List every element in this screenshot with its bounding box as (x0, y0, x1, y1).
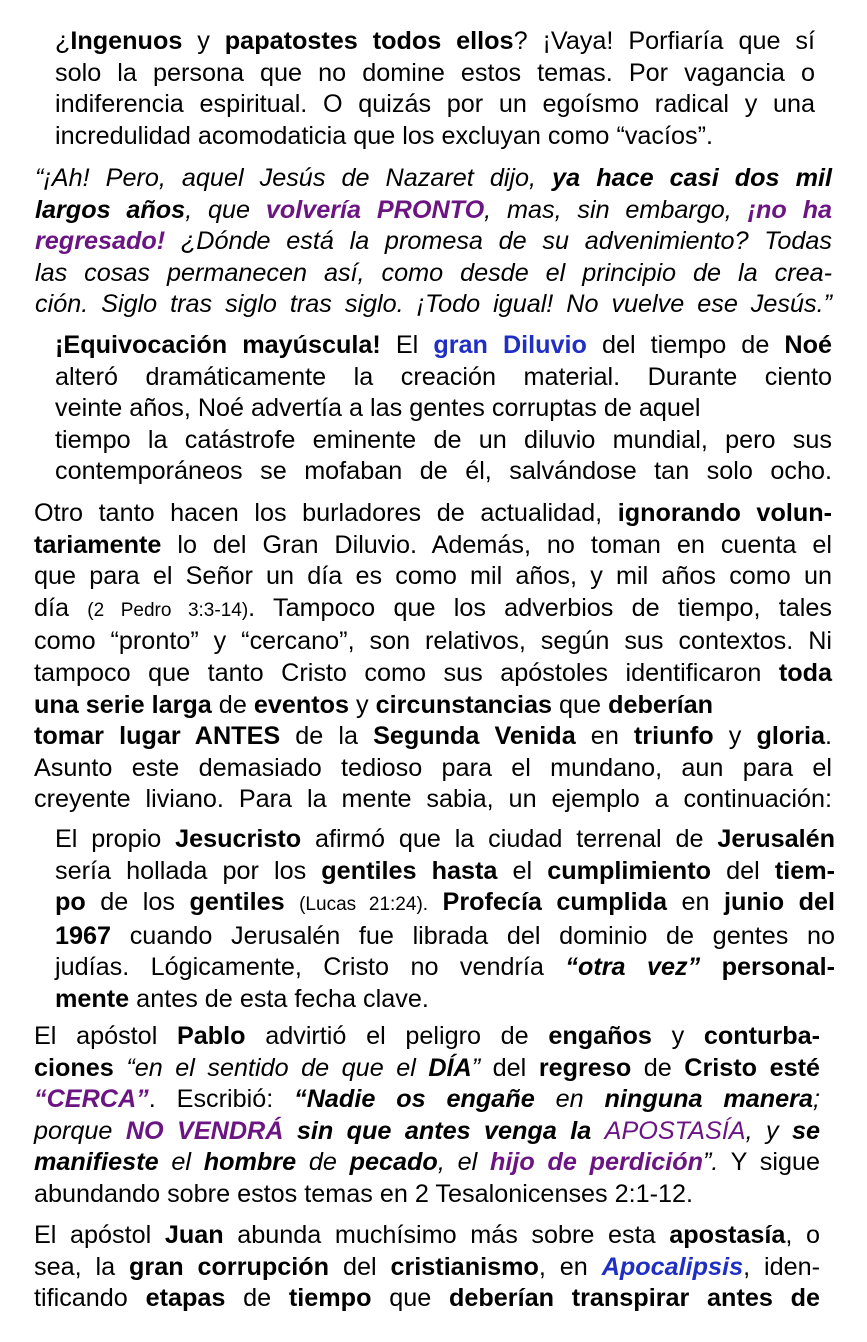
text-run: conturba- (703, 1022, 820, 1050)
text-run: de (631, 1053, 685, 1082)
text-run: etapas (145, 1284, 226, 1313)
text-run: El propio (55, 825, 176, 853)
text-run: Apocalipsis (601, 1252, 744, 1281)
text-line (55, 856, 835, 888)
text-run (114, 1054, 127, 1082)
text-run: incredulidad acomodaticia que los excluyan como “vacíos”. (55, 121, 714, 150)
text-run: ¿ (55, 27, 71, 55)
text-run: ción. Siglo tras siglo tras siglo. ¡Todo igual! No vuelve ese Jesús.” (35, 290, 832, 319)
text-run: porque (34, 1116, 126, 1145)
text-line (55, 121, 815, 153)
text-run: tiempo la catástrofe eminente de un diluvio mundial, pero sus (55, 425, 832, 454)
text-line (34, 1053, 820, 1085)
text-run: Noé (784, 331, 832, 359)
text-line (34, 1283, 820, 1315)
text-run: , mas, sin embargo, (484, 195, 748, 224)
text-line (35, 195, 832, 227)
text-run: mente (55, 984, 130, 1013)
text-run: ninguna manera (604, 1085, 813, 1114)
text-run: alteró dramáticamente la creación material. Durante ciento (55, 362, 832, 391)
text-run: que (552, 690, 609, 719)
text-run: . Escribió: (148, 1085, 295, 1114)
text-line (34, 498, 832, 530)
text-line (34, 753, 832, 785)
text-run: El apóstol (34, 1221, 165, 1249)
text-run: una serie larga (34, 690, 212, 719)
text-run: El (380, 331, 434, 359)
text-run (700, 953, 721, 981)
text-line (55, 58, 815, 90)
text-run: DÍA (428, 1053, 472, 1082)
text-run: abundando sobre estos temas en 2 Tesalonicenses 2:1-12. (34, 1179, 694, 1208)
text-line (55, 984, 835, 1016)
text-line (34, 1116, 820, 1148)
text-run: toda (778, 658, 832, 687)
text-run: ” (471, 1053, 481, 1082)
text-run: (Lucas 21:24). (299, 894, 429, 916)
text-run: gran corrupción (129, 1252, 330, 1281)
text-run: regresado! (35, 227, 166, 256)
text-run: largos años (35, 195, 186, 224)
text-run: Juan (164, 1221, 224, 1249)
text-run: tomar lugar ANTES (34, 722, 281, 751)
text-line (34, 561, 832, 593)
text-run: . (825, 722, 833, 751)
text-line (34, 626, 832, 658)
text-line (34, 1021, 820, 1053)
paragraph-pablo (34, 1021, 820, 1211)
text-run: ; (813, 1085, 820, 1114)
text-run: Pablo (176, 1022, 246, 1050)
text-run: Profecía cumplida (442, 888, 667, 917)
text-run: manifieste (34, 1148, 159, 1177)
text-run: volvería PRONTO (265, 195, 485, 224)
text-line (55, 89, 815, 121)
text-run: Cristo esté (684, 1053, 821, 1082)
text-run: cumplimiento (547, 856, 711, 885)
text-run: El apóstol (34, 1022, 177, 1050)
text-run: triunfo (633, 722, 714, 751)
text-line (35, 258, 832, 290)
text-run: veinte años, Noé advertía a las gentes corruptas de aquel (55, 394, 701, 423)
text-run: ¿Dónde está la promesa de su advenimiento? Todas (165, 227, 832, 256)
text-run: día (34, 593, 88, 622)
text-run: deberían transpirar antes de (448, 1284, 820, 1313)
text-run: , el (437, 1148, 490, 1177)
text-run: circunstancias (375, 690, 553, 719)
text-run: de (225, 1284, 289, 1313)
text-run: que (371, 1284, 449, 1313)
text-run: ya hace casi dos mil (552, 164, 832, 192)
text-run: cristianismo (390, 1252, 539, 1281)
text-run (428, 888, 442, 916)
text-run: tariamente (34, 530, 162, 559)
text-run: hombre (203, 1148, 297, 1177)
text-run: “otra vez” (565, 953, 701, 982)
text-run: 1967 (55, 921, 112, 950)
text-run: ? ¡Vaya! Porfiaría que sí (513, 27, 816, 55)
text-run: del (329, 1252, 391, 1281)
text-run: advirtió el peligro de (245, 1022, 549, 1050)
text-run: lo del Gran Diluvio. Además, no toman en cuenta el (161, 530, 832, 559)
text-line (35, 226, 832, 258)
text-run: . Tampoco que los adverbios de tiempo, tales (248, 593, 832, 622)
text-run: papatostes todos ellos (224, 27, 514, 55)
text-run: tiem- (774, 856, 835, 885)
text-line (34, 721, 832, 753)
text-line (34, 784, 832, 816)
text-run: de (211, 690, 254, 719)
text-run: contemporáneos se mofaban de él, salvándose tan solo ocho. (55, 457, 832, 486)
text-line (34, 690, 832, 722)
text-run: y (713, 722, 757, 751)
text-run: sería hollada por los (55, 856, 322, 885)
text-run: ¡Equivocación mayúscula! (55, 331, 381, 359)
text-run: del (480, 1053, 539, 1082)
text-line (55, 824, 835, 856)
text-run: ignorando volun- (617, 499, 832, 527)
text-line (34, 1220, 820, 1252)
text-line (55, 952, 835, 984)
paragraph-diluvio (55, 330, 832, 488)
text-run: Y sigue (718, 1148, 820, 1177)
text-run: Jesucristo (175, 825, 302, 853)
text-run: engaños (548, 1022, 652, 1050)
text-run: apostasía (669, 1221, 786, 1249)
text-run: gentiles hasta (321, 856, 498, 885)
text-run: Ingenuos (70, 27, 183, 55)
text-run: del tiempo de (586, 331, 785, 359)
text-run: que para el Señor un día es como mil años, y mil años como un (34, 562, 832, 591)
text-line (34, 1252, 820, 1284)
text-line (35, 163, 832, 195)
text-run: regreso (538, 1053, 632, 1082)
paragraph-ingenuos (55, 26, 815, 152)
text-run: ”. (702, 1148, 719, 1177)
text-run: abunda muchísimo más sobre esta (223, 1221, 670, 1249)
text-run: , que (185, 195, 266, 224)
text-run (283, 1117, 296, 1145)
text-run: se (792, 1116, 821, 1145)
text-run: cuando Jerusalén fue librada del dominio de gentes no (111, 921, 835, 950)
text-run: pecado (349, 1148, 438, 1177)
text-run: las cosas permanecen así, como desde el principio de la crea- (35, 258, 832, 287)
text-run: tiempo (288, 1284, 372, 1313)
text-run: APOSTASÍA (604, 1116, 746, 1145)
text-run: “CERCA” (34, 1085, 149, 1114)
text-run: Jerusalén (717, 825, 835, 853)
text-line (55, 921, 835, 953)
text-run: gentiles (189, 888, 285, 917)
text-line (55, 425, 832, 457)
text-run: “Nadie os engañe (294, 1085, 535, 1114)
text-run: , o (785, 1221, 820, 1249)
text-run: eventos (253, 690, 350, 719)
text-run: po (55, 888, 86, 917)
text-run: como “pronto” y “cercano”, son relativos, según sus contextos. Ni (34, 627, 832, 656)
text-run: en (534, 1085, 605, 1114)
text-run: judías. Lógicamente, Cristo no vendría (55, 953, 566, 982)
text-line (34, 1147, 820, 1179)
paragraph-burladores (34, 498, 832, 816)
text-line (55, 456, 832, 488)
text-run: afirmó que la ciudad terrenal de (301, 825, 718, 853)
text-run: en (575, 722, 634, 751)
text-run: (2 Pedro 3:3-14) (87, 599, 249, 621)
text-line (55, 362, 832, 394)
text-run: de (296, 1148, 350, 1177)
text-line (35, 289, 832, 321)
text-line (34, 658, 832, 690)
text-line (55, 330, 832, 362)
text-run: “en el sentido de que el (126, 1053, 429, 1082)
text-run: , en (538, 1252, 602, 1281)
text-run: el (158, 1148, 204, 1177)
paragraph-jesucristo (55, 824, 835, 1016)
text-run: Otro tanto hacen los burladores de actualidad, (34, 499, 618, 527)
text-line (55, 393, 832, 425)
text-run: y (651, 1022, 704, 1050)
text-run (285, 888, 299, 916)
text-run: solo la persona que no domine estos temas. Por vagancia o (55, 58, 815, 87)
text-run: ¡no ha (747, 195, 832, 224)
text-run: de los (85, 888, 190, 917)
text-run: deberían (608, 690, 714, 719)
text-run: ciones (34, 1053, 114, 1082)
text-run: indiferencia espiritual. O quizás por un egoísmo radical y una (55, 90, 815, 119)
text-run: gran Diluvio (433, 331, 587, 359)
text-run: de la (280, 722, 374, 751)
text-line (34, 593, 832, 627)
text-run: personal- (721, 953, 835, 982)
text-run: y (349, 690, 376, 719)
text-run: gloria (756, 722, 826, 751)
text-run: , y (745, 1116, 792, 1145)
text-run: junio del (723, 888, 836, 917)
text-run: sea, la (34, 1252, 130, 1281)
text-run (591, 1117, 604, 1145)
text-line (55, 887, 835, 921)
text-line (34, 1084, 820, 1116)
text-run: Segunda Venida (373, 722, 576, 751)
text-run: y (182, 27, 225, 55)
text-run: “¡Ah! Pero, aquel Jesús de Nazaret dijo, (35, 164, 553, 192)
text-run: el (497, 856, 548, 885)
text-run: Asunto este demasiado tedioso para el mundano, aun para el (34, 753, 832, 782)
paragraph-juan (34, 1220, 820, 1315)
text-run: NO VENDRÁ (125, 1116, 284, 1145)
text-run: , iden- (743, 1252, 820, 1281)
paragraph-quote-jesus (35, 163, 832, 321)
text-run: creyente liviano. Para la mente sabia, un ejemplo a continuación: (34, 785, 832, 814)
text-line (34, 1179, 820, 1211)
text-run: tificando (34, 1284, 146, 1313)
text-run: en (667, 888, 724, 917)
text-line (55, 26, 815, 58)
text-run: tampoco que tanto Cristo como sus apóstoles identificaron (34, 658, 779, 687)
text-run: antes de esta fecha clave. (129, 984, 429, 1013)
text-line (34, 530, 832, 562)
text-run: del (710, 856, 775, 885)
text-run: hijo de perdición (489, 1148, 703, 1177)
text-run: sin que antes venga la (296, 1116, 592, 1145)
